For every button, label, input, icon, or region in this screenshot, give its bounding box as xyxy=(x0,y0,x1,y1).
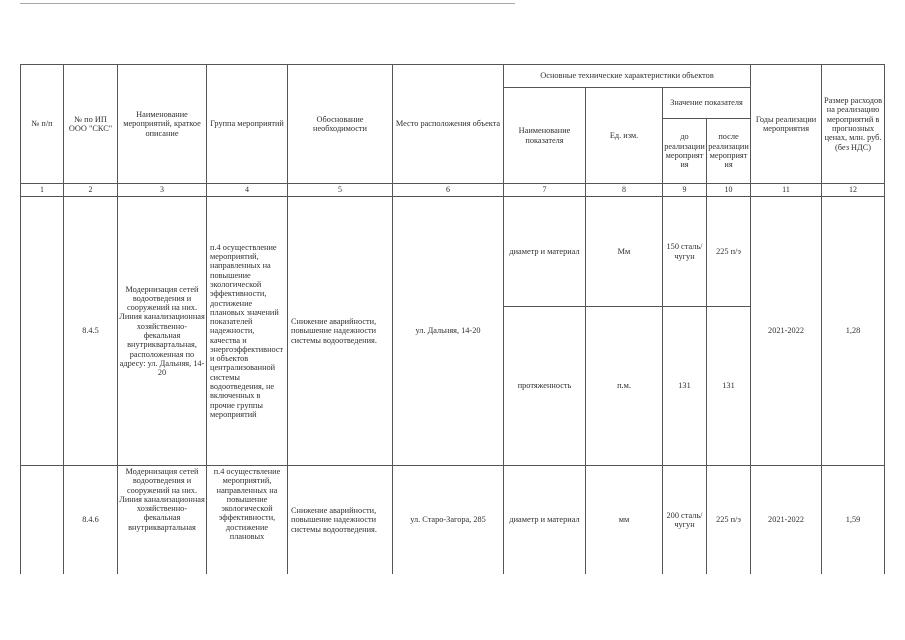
col-num: 4 xyxy=(207,184,288,197)
row1-name: Модернизация сетей водоотведения и сооружений на них. Линия канализационная хозяйственно-фекальная внутриквартальная, расположенная по адресу: ул. Дальняя, 14-20 xyxy=(118,197,207,466)
header-indicator-name: Наименование показателя xyxy=(504,88,586,184)
col-num: 8 xyxy=(586,184,663,197)
header-location: Место расположения объекта xyxy=(393,65,504,184)
col-num: 5 xyxy=(288,184,393,197)
row1-before-2: 131 xyxy=(663,307,707,466)
row1-before-1: 150 сталь/чугун xyxy=(663,197,707,307)
col-num: 10 xyxy=(707,184,751,197)
header-unit: Ед. изм. xyxy=(586,88,663,184)
header-after: после реализации мероприятия xyxy=(707,119,751,184)
row2-after-1: 225 п/э xyxy=(707,466,751,575)
row2-location: ул. Старо-Загора, 285 xyxy=(393,466,504,575)
row2-cost: 1,59 xyxy=(822,466,885,575)
col-num: 7 xyxy=(504,184,586,197)
row1-after-1: 225 п/э xyxy=(707,197,751,307)
row1-ip-number: 8.4.5 xyxy=(64,197,118,466)
row1-location: ул. Дальняя, 14-20 xyxy=(393,197,504,466)
row1-unit-2: п.м. xyxy=(586,307,663,466)
header-tech-characteristics: Основные технические характеристики объектов xyxy=(504,65,751,88)
row1-group: п.4 осуществление мероприятий, направленных на повышение экологической эффективности, достижение плановых значений показателей надежности, качества и энергоэффективности объектов централизованной системы водоотведения, не включенных в прочие группы мероприятий xyxy=(207,197,288,466)
row1-unit-1: Мм xyxy=(586,197,663,307)
row2-indicator-1: диаметр и материал xyxy=(504,466,586,575)
header-years: Годы реализации мероприятия xyxy=(751,65,822,184)
col-num: 3 xyxy=(118,184,207,197)
row2-justification: Снижение аварийности, повышение надежности системы водоотведения. xyxy=(288,466,393,575)
header-measure-group: Группа мероприятий xyxy=(207,65,288,184)
row1-indicator-2: протяженность xyxy=(504,307,586,466)
col-num: 11 xyxy=(751,184,822,197)
col-num: 12 xyxy=(822,184,885,197)
row1-number xyxy=(21,197,64,466)
row2-before-1: 200 сталь/чугун xyxy=(663,466,707,575)
col-num: 2 xyxy=(64,184,118,197)
col-num: 9 xyxy=(663,184,707,197)
col-num: 6 xyxy=(393,184,504,197)
row1-indicator-1: диаметр и материал xyxy=(504,197,586,307)
scan-top-line xyxy=(20,3,515,4)
header-cost: Размер расходов на реализацию мероприятий в прогнозных ценах, млн. руб. (без НДС) xyxy=(822,65,885,184)
row2-number xyxy=(21,466,64,575)
header-justification: Обоснование необходимости xyxy=(288,65,393,184)
measures-table xyxy=(20,64,885,574)
row2-name: Модернизация сетей водоотведения и сооружений на них. Линия канализационная хозяйственно-фекальная внутриквартальная xyxy=(118,466,207,575)
header-measure-name: Наименование мероприятий, краткое описание xyxy=(118,65,207,184)
header-ip-number: № по ИП ООО "СКС" xyxy=(64,65,118,184)
row1-years: 2021-2022 xyxy=(751,197,822,466)
col-num: 1 xyxy=(21,184,64,197)
row2-ip-number: 8.4.6 xyxy=(64,466,118,575)
header-indicator-value: Значение показателя xyxy=(663,88,751,119)
row2-years: 2021-2022 xyxy=(751,466,822,575)
row1-after-2: 131 xyxy=(707,307,751,466)
header-before: до реализации мероприятия xyxy=(663,119,707,184)
row2-unit-1: мм xyxy=(586,466,663,575)
header-number: № п/п xyxy=(21,65,64,184)
row1-justification: Снижение аварийности, повышение надежности системы водоотведения. xyxy=(288,197,393,466)
row1-cost: 1,28 xyxy=(822,197,885,466)
row2-group: п.4 осуществление мероприятий, направленных на повышение экологической эффективности, достижение плановых xyxy=(207,466,288,575)
